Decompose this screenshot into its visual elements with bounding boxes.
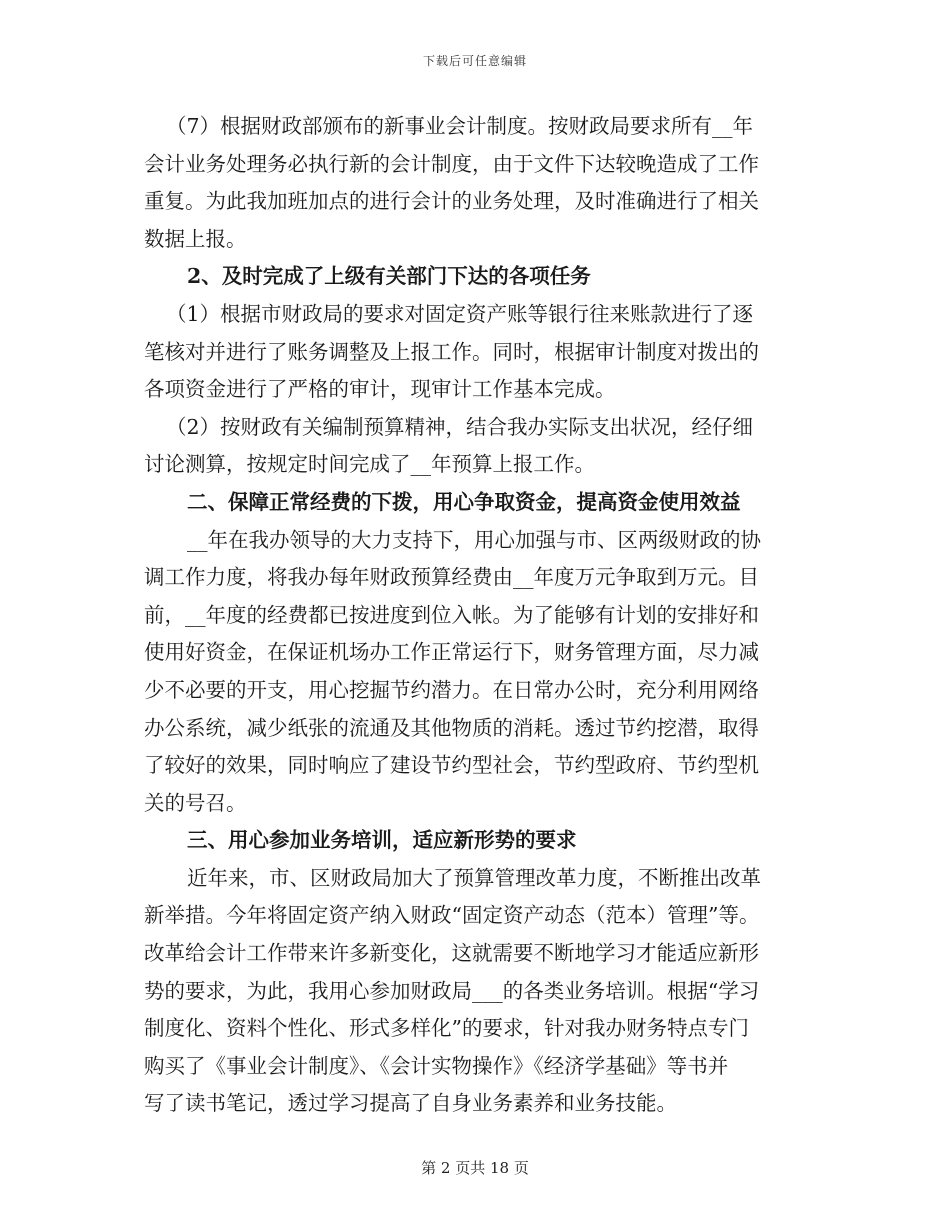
paragraph-line: 了较好的效果，同时响应了建设节约型社会，节约型政府、节约型机	[144, 753, 759, 778]
section-heading: 三、用心参加业务培训，适应新形势的要求	[187, 828, 577, 853]
paragraph-line: 各项资金进行了严格的审计，现审计工作基本完成。	[144, 377, 616, 402]
paragraph-line: （1）根据市财政局的要求对固定资产账等银行往来账款进行了逐	[166, 301, 754, 326]
paragraph-line: 势的要求，为此，我用心参加财政局___的各类业务培训。根据“学习	[144, 978, 760, 1003]
section-heading: 2、及时完成了上级有关部门下达的各项任务	[187, 264, 591, 289]
paragraph-line: 改革给会计工作带来许多新变化，这就需要不断地学习才能适应新形	[144, 941, 759, 966]
section-heading: 二、保障正常经费的下拨，用心争取资金，提高资金使用效益	[187, 489, 741, 514]
paragraph-line: 购买了《事业会计制度》、《会计实物操作》《经济学基础》等书并	[144, 1053, 729, 1078]
paragraph-line: 数据上报。	[144, 226, 247, 251]
paragraph-line: （2）按财政有关编制预算精神，结合我办实际支出状况，经仔细	[166, 414, 754, 439]
page-footer: 第 2 页共 18 页	[421, 1159, 529, 1177]
paragraph-line: 笔核对并进行了账务调整及上报工作。同时，根据审计制度对拨出的	[144, 339, 759, 364]
paragraph-line: __年在我办领导的大力支持下，用心加强与市、区两级财政的协	[187, 527, 761, 552]
paragraph-line: 新举措。今年将固定资产纳入财政“固定资产动态（范本）管理”等。	[144, 903, 760, 928]
page-header: 下载后可任意编辑	[422, 54, 527, 68]
paragraph-line: 调工作力度，将我办每年财政预算经费由__年度万元争取到万元。目	[144, 565, 759, 590]
paragraph-line: 少不必要的开支，用心挖掘节约潜力。在日常办公时，充分利用网络	[144, 677, 759, 702]
paragraph-line: 写了读书笔记，透过学习提高了自身业务素养和业务技能。	[144, 1091, 677, 1116]
paragraph-line: 近年来，市、区财政局加大了预算管理改革力度，不断推出改革	[187, 865, 761, 890]
document-body	[144, 108, 806, 1123]
paragraph-line: 制度化、资料个性化、形式多样化”的要求，针对我办财务特点专门	[144, 1016, 749, 1041]
paragraph-line: 会计业务处理务必执行新的会计制度，由于文件下达较晚造成了工作	[144, 151, 759, 176]
paragraph-line: 重复。为此我加班加点的进行会计的业务处理，及时准确进行了相关	[144, 189, 759, 214]
paragraph-line: 使用好资金，在保证机场办工作正常运行下，财务管理方面，尽力减	[144, 640, 759, 665]
paragraph-line: 办公系统，减少纸张的流通及其他物质的消耗。透过节约挖潜，取得	[144, 715, 759, 740]
paragraph-line: （7）根据财政部颁布的新事业会计制度。按财政局要求所有__年	[166, 114, 754, 138]
paragraph-line: 关的号召。	[144, 790, 247, 815]
paragraph-line: 讨论测算，按规定时间完成了__年预算上报工作。	[144, 452, 595, 477]
paragraph-line: 前，__年度的经费都已按进度到位入帐。为了能够有计划的安排好和	[144, 602, 759, 627]
